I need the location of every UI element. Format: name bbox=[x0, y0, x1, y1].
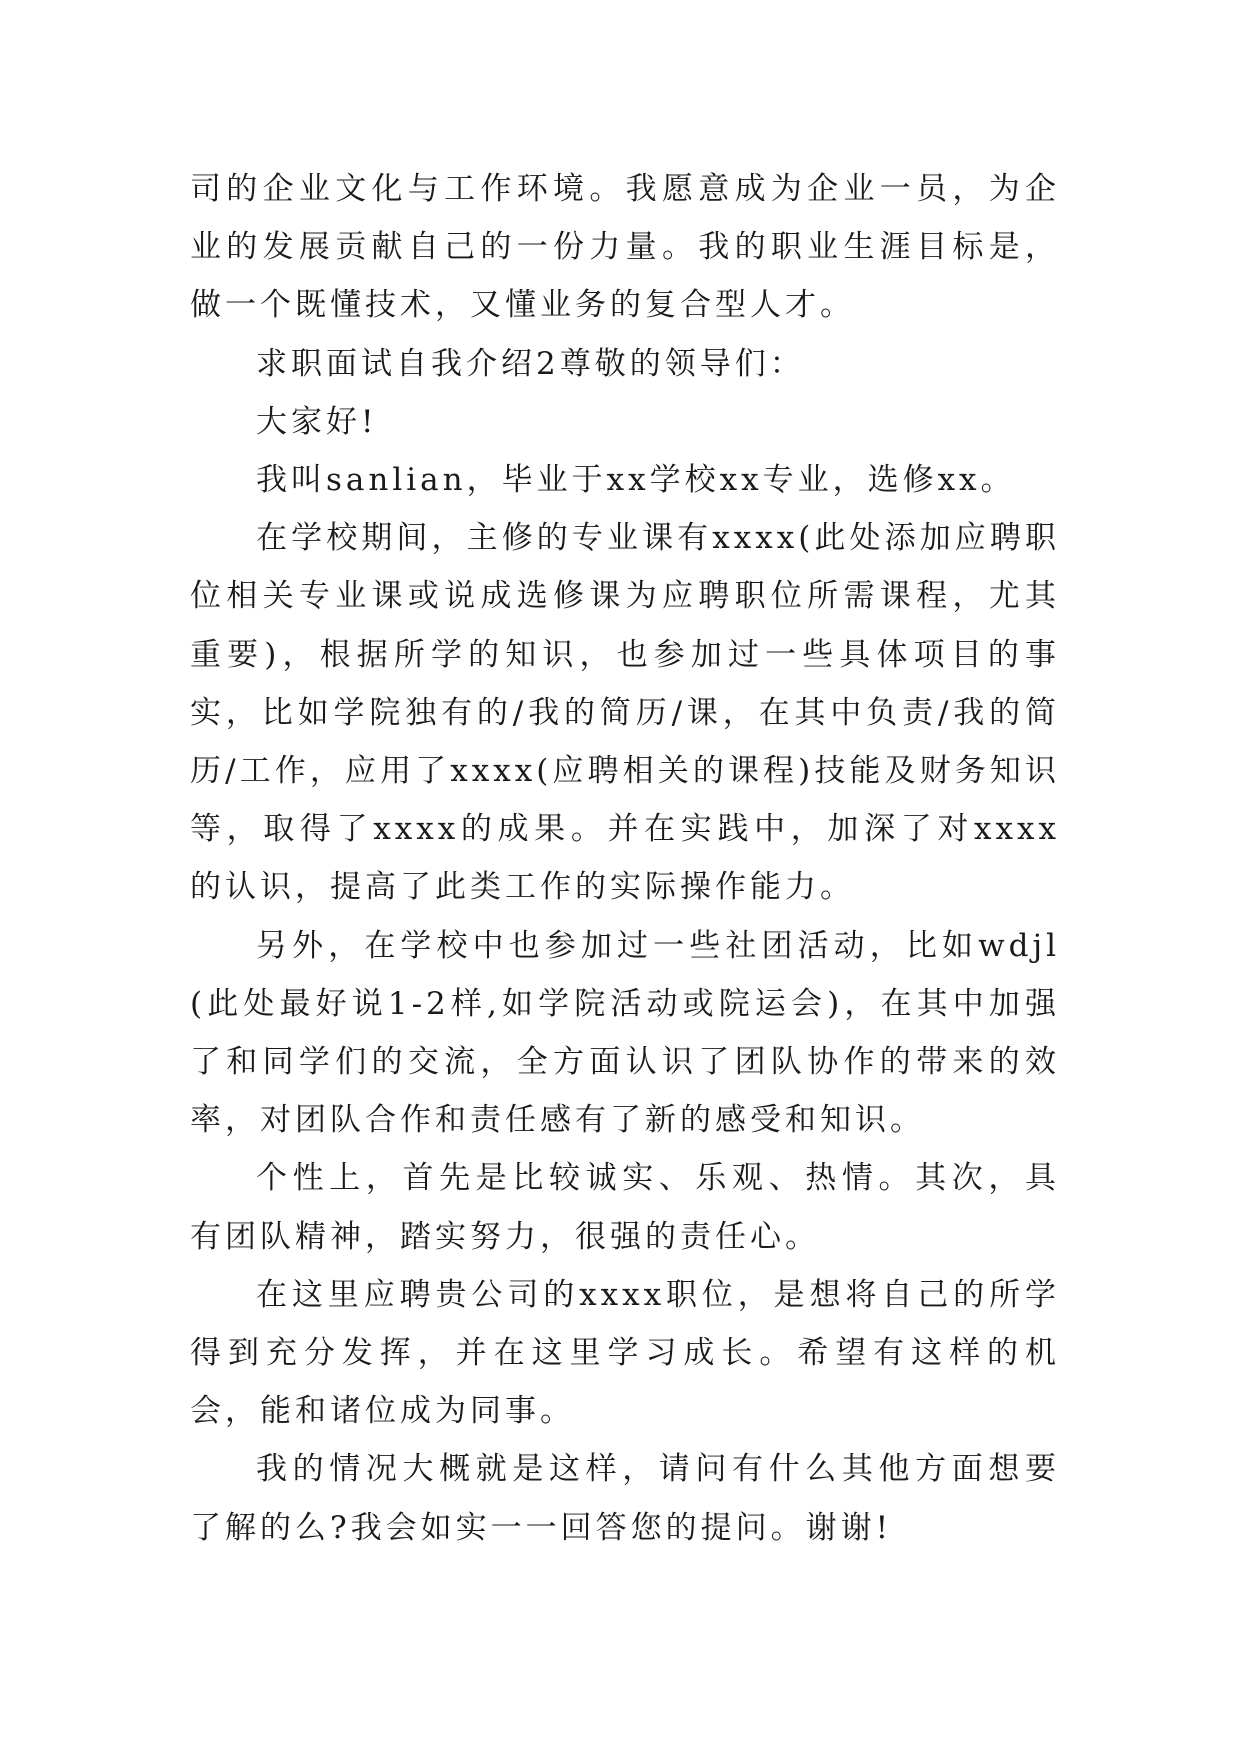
paragraph-9: 我的情况大概就是这样，请问有什么其他方面想要了解的么?我会如实一一回答您的提问。谢谢! bbox=[190, 1451, 1060, 1546]
document-body bbox=[190, 160, 1060, 1557]
paragraph-7: 个性上，首先是比较诚实、乐观、热情。其次，具有团队精神，踏实努力，很强的责任心。 bbox=[190, 1160, 1060, 1255]
paragraph-6: 另外，在学校中也参加过一些社团活动，比如wdjl(此处最好说1-2样,如学院活动或院运会)，在其中加强了和同学们的交流，全方面认识了团队协作的带来的效率，对团队合作和责任感有了新的感受和知识。 bbox=[190, 927, 1060, 1139]
paragraph-4: 我叫sanlian，毕业于xx学校xx专业，选修xx。 bbox=[256, 462, 1016, 499]
paragraph-3: 大家好! bbox=[256, 403, 378, 440]
paragraph-5: 在学校期间，主修的专业课有xxxx(此处添加应聘职位相关专业课或说成选修课为应聘职位所需课程，尤其重要)，根据所学的知识，也参加过一些具体项目的事实，比如学院独有的/我的简历/课，在其中负责/我的简历/工作，应用了xxxx(应聘相关的课程)技能及财务知识等，取得了xxxx的成果。并在实践中，加深了对xxxx的认识，提高了此类工作的实际操作能力。 bbox=[190, 520, 1060, 906]
paragraph-8: 在这里应聘贵公司的xxxx职位，是想将自己的所学得到充分发挥，并在这里学习成长。希望有这样的机会，能和诸位成为同事。 bbox=[190, 1276, 1060, 1430]
paragraph-2: 求职面试自我介绍2尊敬的领导们： bbox=[256, 345, 805, 382]
paragraph-1: 司的企业文化与工作环境。我愿意成为企业一员，为企业的发展贡献自己的一份力量。我的职业生涯目标是，做一个既懂技术，又懂业务的复合型人才。 bbox=[190, 171, 1060, 324]
